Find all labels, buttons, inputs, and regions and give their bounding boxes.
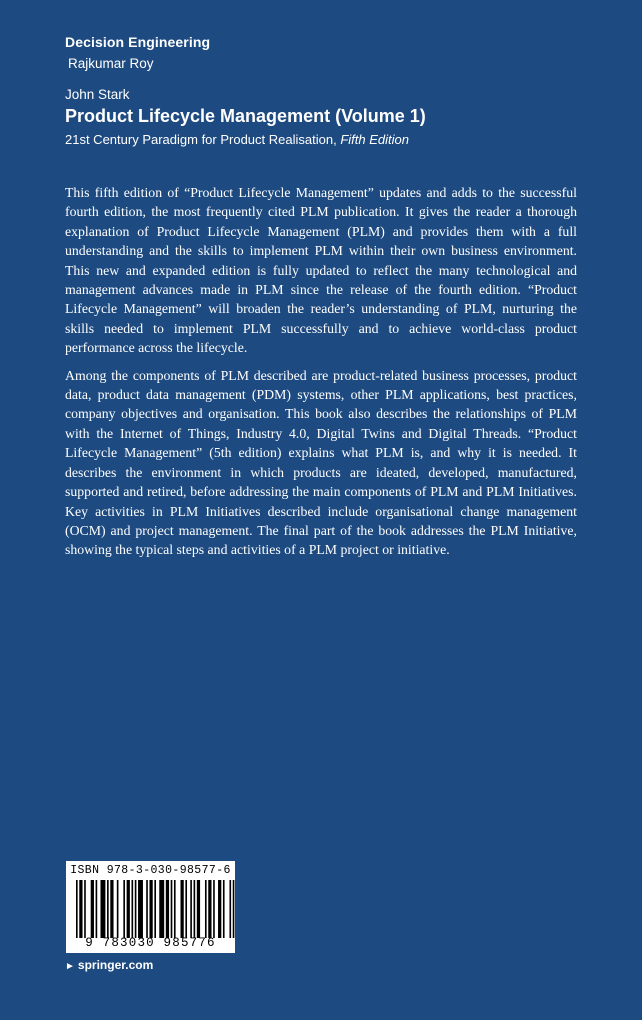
barcode-digits: 9 783030 985776 bbox=[85, 936, 216, 950]
barcode-bar bbox=[84, 880, 86, 938]
barcode-bar bbox=[213, 880, 215, 938]
series-editor: Rajkumar Roy bbox=[68, 56, 154, 71]
barcode-bar bbox=[135, 880, 137, 938]
barcode-bar bbox=[180, 880, 183, 938]
barcode-bar bbox=[146, 880, 148, 938]
barcode-bar bbox=[138, 880, 143, 938]
barcode-bar bbox=[127, 880, 130, 938]
series-title: Decision Engineering bbox=[65, 34, 211, 50]
barcode-bar bbox=[174, 880, 176, 938]
barcode-bar bbox=[208, 880, 211, 938]
barcode-bar bbox=[110, 880, 113, 938]
barcode-bar bbox=[223, 880, 225, 938]
book-author: John Stark bbox=[65, 87, 130, 102]
barcode-bar bbox=[100, 880, 105, 938]
barcode-bar bbox=[171, 880, 173, 938]
barcode-bar bbox=[76, 880, 78, 938]
chevron-right-icon: ► bbox=[65, 961, 75, 972]
publisher-url: springer.com bbox=[77, 958, 154, 972]
blurb-paragraph-1: This fifth edition of “Product Lifecycle Management” updates and adds to the successful fourth edition, the most frequently cited PLM publication. It gives the reader a thorough explanation of Product Lifecycle Management (PLM) and provides them with a full understanding and the skills to implement PLM within their own business environment. This new and expanded edition is fully updated to reflect the many technological and management advances made in PLM since the release of the fourth edition. “Product Lifecycle Management” will broaden the reader’s understanding of PLM, nurturing the skills needed to implement PLM successfully and to achieve world-class product performance across the lifecycle. bbox=[65, 185, 577, 356]
isbn-barcode bbox=[66, 861, 235, 953]
barcode-bar bbox=[117, 880, 119, 938]
isbn-label: ISBN 978-3-030-98577-6 bbox=[70, 864, 231, 877]
book-subtitle bbox=[65, 132, 409, 147]
barcode-bar bbox=[233, 880, 235, 938]
barcode-bar bbox=[79, 880, 82, 938]
barcode-bar bbox=[107, 880, 109, 938]
barcode-bar bbox=[154, 880, 156, 938]
barcode-bar bbox=[149, 880, 152, 938]
blurb bbox=[65, 183, 577, 568]
barcode-bar bbox=[159, 880, 164, 938]
barcode-bar bbox=[185, 880, 187, 938]
subtitle-text: 21st Century Paradigm for Product Realisation, bbox=[65, 132, 341, 147]
book-title: Product Lifecycle Management (Volume 1) bbox=[65, 106, 426, 126]
publisher-link[interactable] bbox=[65, 958, 153, 972]
barcode-bar bbox=[197, 880, 200, 938]
blurb-paragraph-2: Among the components of PLM described are product-related business processes, product data, product data management (PDM) systems, other PLM applications, best practices, company objectives and organisation. This book also describes the relationships of PLM with the Internet of Things, Industry 4.0, Digital Twins and Digital Threads. “Product Lifecycle Management” (5th edition) explains what PLM is, and why it is needed. It describes the environment in which products are ideated, developed, manufactured, supported and retired, before addressing the main components of PLM and PLM Initiatives. Key activities in PLM Initiatives described include organisational change management (OCM) and project management. The final part of the book addresses the PLM Initiative, showing the typical steps and activities of a PLM project or initiative. bbox=[65, 367, 577, 558]
barcode-bar bbox=[205, 880, 207, 938]
barcode-bar bbox=[218, 880, 221, 938]
barcode-bar bbox=[190, 880, 192, 938]
edition-text: Fifth Edition bbox=[340, 132, 409, 147]
barcode-bar bbox=[229, 880, 231, 938]
barcode-bar bbox=[91, 880, 94, 938]
barcode-bar bbox=[166, 880, 169, 938]
barcode-bar bbox=[132, 880, 134, 938]
barcode-bar bbox=[194, 880, 196, 938]
barcode-bar bbox=[123, 880, 125, 938]
barcode-bars bbox=[76, 880, 236, 938]
barcode-bar bbox=[96, 880, 98, 938]
